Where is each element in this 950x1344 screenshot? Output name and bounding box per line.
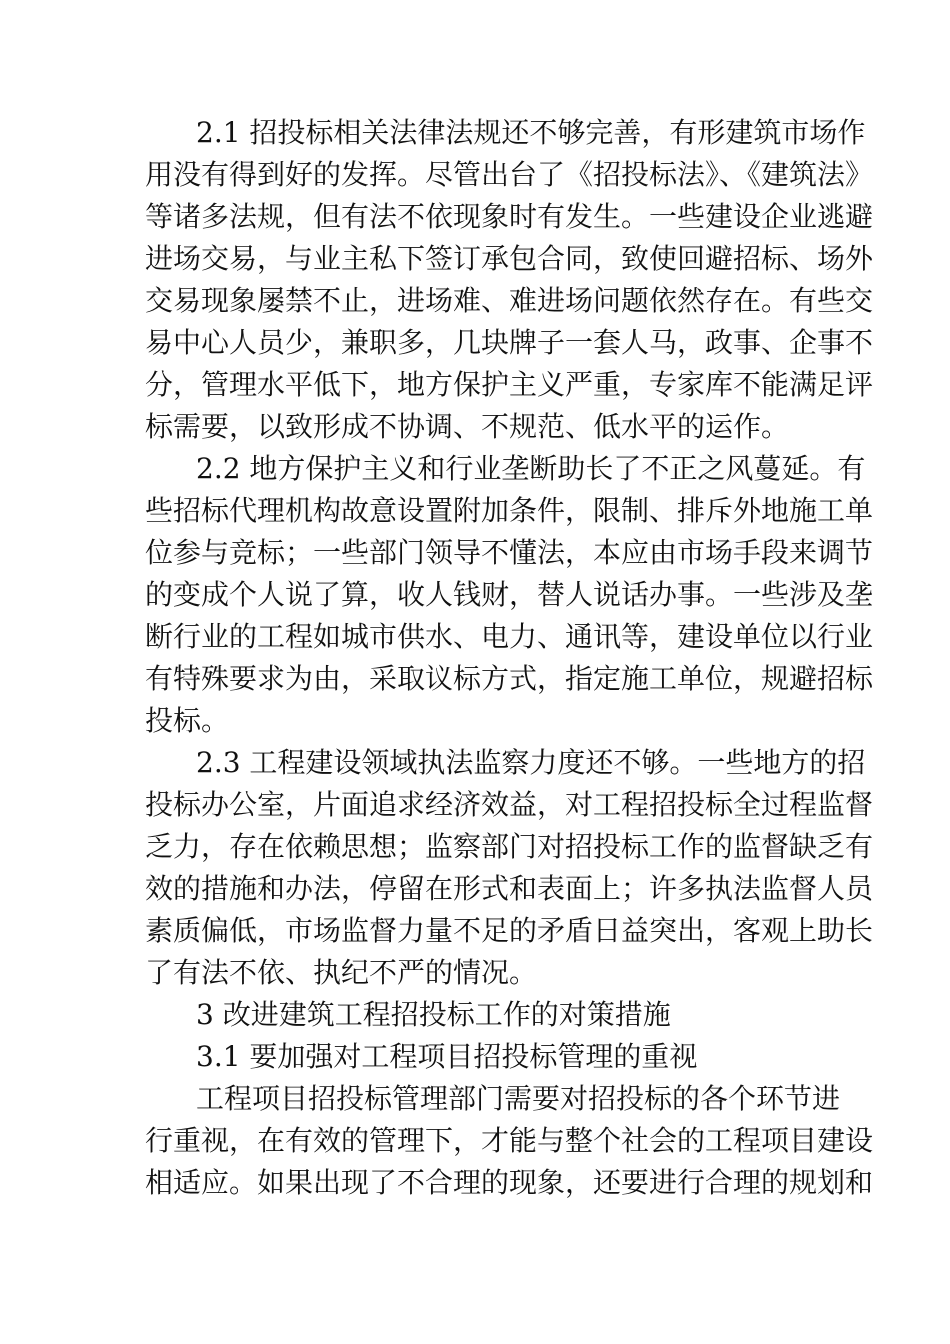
- heading-3: 3 改进建筑工程招投标工作的对策措施: [196, 998, 671, 1031]
- section-2-1-line-5: 交易现象屡禁不止，进场难、难进场问题依然存在。有些交: [145, 284, 874, 317]
- section-2-2-line-6: 有特殊要求为由，采取议标方式，指定施工单位，规避招标: [145, 662, 874, 695]
- section-2-3-line-3: 乏力，存在依赖思想；监察部门对招投标工作的监督缺乏有: [145, 830, 874, 863]
- section-2-3-line-2: 投标办公室，片面追求经济效益，对工程招投标全过程监督: [145, 788, 874, 821]
- section-2-3-line-5: 素质偏低，市场监督力量不足的矛盾日益突出，客观上助长: [145, 914, 874, 947]
- paragraph-3-1-line-3: 相适应。如果出现了不合理的现象，还要进行合理的规划和: [145, 1166, 874, 1199]
- section-2-3-line-4: 效的措施和办法，停留在形式和表面上；许多执法监督人员: [145, 872, 874, 905]
- section-2-2-line-3: 位参与竞标；一些部门领导不懂法，本应由市场手段来调节: [145, 536, 874, 569]
- paragraph-3-1-line-2: 行重视，在有效的管理下，才能与整个社会的工程项目建设: [145, 1124, 874, 1157]
- section-2-2-line-2: 些招标代理机构故意设置附加条件，限制、排斥外地施工单: [145, 494, 874, 527]
- section-2-1-line-8: 标需要，以致形成不协调、不规范、低水平的运作。: [145, 410, 790, 443]
- section-2-1-line-3: 等诸多法规，但有法不依现象时有发生。一些建设企业逃避: [145, 200, 874, 233]
- section-2-2-line-5: 断行业的工程如城市供水、电力、通讯等，建设单位以行业: [145, 620, 874, 653]
- paragraph-3-1-line-1: 工程项目招投标管理部门需要对招投标的各个环节进: [196, 1082, 841, 1115]
- section-2-2-line-7: 投标。: [145, 704, 230, 737]
- section-2-2-line-4: 的变成个人说了算，收人钱财，替人说话办事。一些涉及垄: [145, 578, 874, 611]
- section-2-1-line-6: 易中心人员少，兼职多，几块牌子一套人马，政事、企事不: [145, 326, 874, 359]
- section-2-1-line-4: 进场交易，与业主私下签订承包合同，致使回避招标、场外: [145, 242, 874, 275]
- heading-3-1: 3.1 要加强对工程项目招投标管理的重视: [196, 1040, 698, 1073]
- section-2-2-line-1: 2.2 地方保护主义和行业垄断助长了不正之风蔓延。有: [196, 452, 866, 485]
- section-2-1-line-2: 用没有得到好的发挥。尽管出台了《招投标法》、《建筑法》: [145, 158, 874, 191]
- section-2-1-line-7: 分，管理水平低下，地方保护主义严重，专家库不能满足评: [145, 368, 874, 401]
- section-2-1-line-1: 2.1 招投标相关法律法规还不够完善，有形建筑市场作: [196, 116, 866, 149]
- section-2-3-line-6: 了有法不依、执纪不严的情况。: [145, 956, 538, 989]
- section-2-3-line-1: 2.3 工程建设领域执法监察力度还不够。一些地方的招: [196, 746, 866, 779]
